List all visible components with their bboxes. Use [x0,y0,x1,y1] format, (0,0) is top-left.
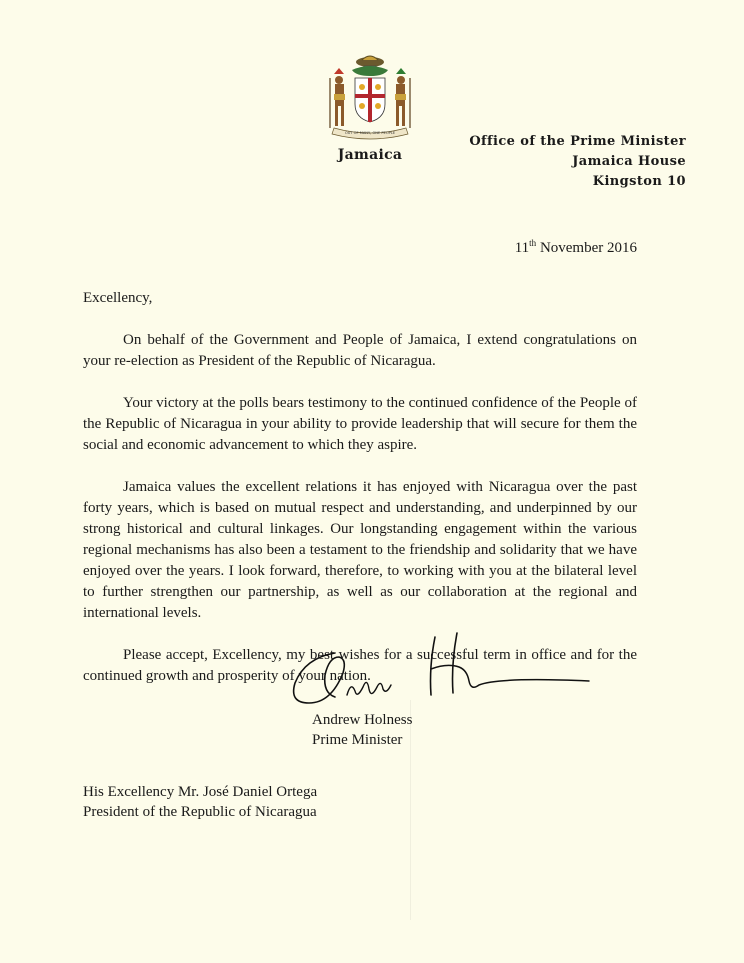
office-line: Kingston 10 [592,174,686,189]
recipient-block [83,782,317,822]
office-line: Jamaica House [572,154,686,169]
body-paragraph: Please accept, Excellency, my best wishes for a successful term in office and for the continued growth and prosperity of your nation. [83,647,637,684]
date-suffix: th [529,238,537,248]
recipient-line: His Excellency Mr. José Daniel Ortega [83,784,318,800]
signer-name: Andrew Holness [312,712,413,728]
salutation: Excellency, [83,290,153,306]
date-rest: November 2016 [536,240,637,256]
body-paragraph: Your victory at the polls bears testimony to the continued confidence of the People of the Republic of Nicaragua in your ability to provide leadership that will secure for them the social and economic advancement to which they aspire. [83,395,637,453]
letter-date [515,238,637,257]
office-line: Office of the Prime Minister [469,134,686,149]
date-day: 11 [514,240,530,256]
handwritten-signature [285,625,595,717]
office-address [469,132,686,192]
paper-fold-mark [410,700,411,920]
svg-text:OUT OF MANY, ONE PEOPLE: OUT OF MANY, ONE PEOPLE [344,131,396,135]
body-paragraph: Jamaica values the excellent relations it has enjoyed with Nicaragua over the past forty years, which is based on mutual respect and understanding, and underpinned by our strong historical and cultural linkages. Our longstanding engagement within the various regional mechanisms has also been a testament to the friendship and solidarity that we have enjoyed over the years. I look forward, therefore, to working with you at the bilateral level to further strengthen our partnership, as well as our collaboration at the regional and international levels. [83,479,637,621]
signer-block [312,710,412,750]
signer-title: Prime Minister [312,732,403,748]
crest-label: Jamaica [337,147,403,163]
jamaica-coat-of-arms [322,52,418,144]
recipient-line: President of the Republic of Nicaragua [83,804,317,820]
body-paragraph: On behalf of the Government and People of Jamaica, I extend congratulations on your re-election as President of the Republic of Nicaragua. [83,332,637,369]
